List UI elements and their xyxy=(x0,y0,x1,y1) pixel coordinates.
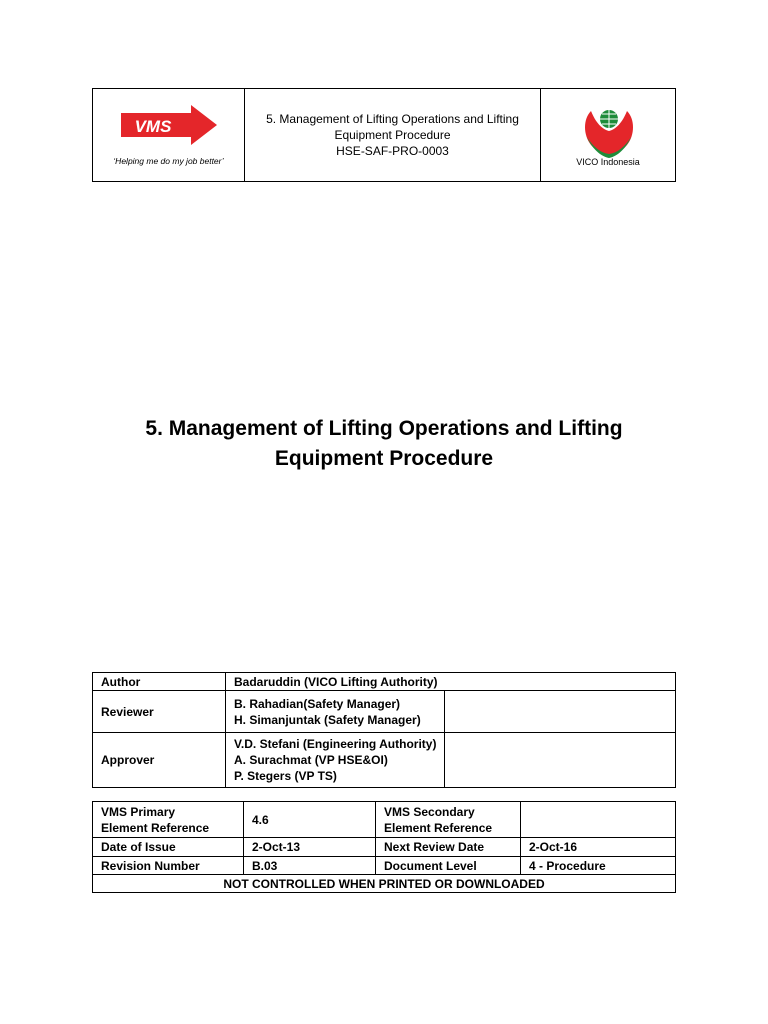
revision-row xyxy=(93,857,676,875)
reviewer-label: Reviewer xyxy=(93,691,226,733)
element-reference-row xyxy=(93,802,676,838)
header-title-line1: 5. Management of Lifting Operations and Lifting xyxy=(266,112,519,126)
next-review-value: 2-Oct-16 xyxy=(521,838,676,857)
author-value: Badaruddin (VICO Lifting Authority) xyxy=(226,673,676,691)
document-code: HSE-SAF-PRO-0003 xyxy=(336,144,449,158)
author-label: Author xyxy=(93,673,226,691)
approver-name: V.D. Stefani (Engineering Authority) xyxy=(234,737,437,751)
company-name: VICO Indonesia xyxy=(576,157,640,167)
primary-ref-label xyxy=(93,802,244,838)
approver-name: P. Stegers (VP TS) xyxy=(234,769,337,783)
vms-logo-cell xyxy=(93,89,245,181)
tagline: ‘Helping me do my job better’ xyxy=(113,156,224,166)
secondary-ref-value xyxy=(521,802,676,838)
vico-emblem-icon xyxy=(581,105,637,159)
page-title-line1: 5. Management of Lifting Operations and Lifting xyxy=(145,417,623,440)
next-review-label: Next Review Date xyxy=(376,838,521,857)
reviewer-row xyxy=(93,691,676,733)
reviewer-signature-cell xyxy=(445,691,676,733)
secondary-ref-label xyxy=(376,802,521,838)
document-level-label: Document Level xyxy=(376,857,521,875)
vico-logo-cell xyxy=(541,89,675,181)
approver-signature-cell xyxy=(445,733,676,788)
approver-name: A. Surachmat (VP HSE&OI) xyxy=(234,753,388,767)
primary-ref-value: 4.6 xyxy=(244,802,376,838)
reviewer-name: H. Simanjuntak (Safety Manager) xyxy=(234,712,421,727)
approver-values xyxy=(226,733,445,788)
author-row xyxy=(93,673,676,691)
document-level-value: 4 - Procedure xyxy=(521,857,676,875)
issue-date-value: 2-Oct-13 xyxy=(244,838,376,857)
document-header xyxy=(92,88,676,182)
vms-arrow-logo xyxy=(121,105,217,145)
approvals-table xyxy=(92,672,676,788)
page-title-line2: Equipment Procedure xyxy=(274,447,494,470)
reviewer-name: B. Rahadian(Safety Manager) xyxy=(234,696,401,711)
header-title-line2: Equipment Procedure xyxy=(334,128,451,142)
dates-row xyxy=(93,838,676,857)
footer-note-row xyxy=(93,875,676,893)
revision-value: B.03 xyxy=(244,857,376,875)
reviewer-values xyxy=(226,691,445,733)
header-title-cell xyxy=(245,89,541,181)
document-info-table xyxy=(92,801,676,893)
not-controlled-notice: NOT CONTROLLED WHEN PRINTED OR DOWNLOADED xyxy=(93,875,676,893)
issue-date-label: Date of Issue xyxy=(93,838,244,857)
page-title xyxy=(92,414,676,474)
approver-label: Approver xyxy=(93,733,226,788)
secondary-ref-label-line1: VMS Secondary xyxy=(384,804,475,819)
secondary-ref-label-line2: Element Reference xyxy=(384,820,493,835)
primary-ref-label-line2: Element Reference xyxy=(101,820,210,835)
vms-logo-text: VMS xyxy=(134,117,172,136)
approver-row xyxy=(93,733,676,788)
primary-ref-label-line1: VMS Primary xyxy=(101,804,176,819)
revision-label: Revision Number xyxy=(93,857,244,875)
